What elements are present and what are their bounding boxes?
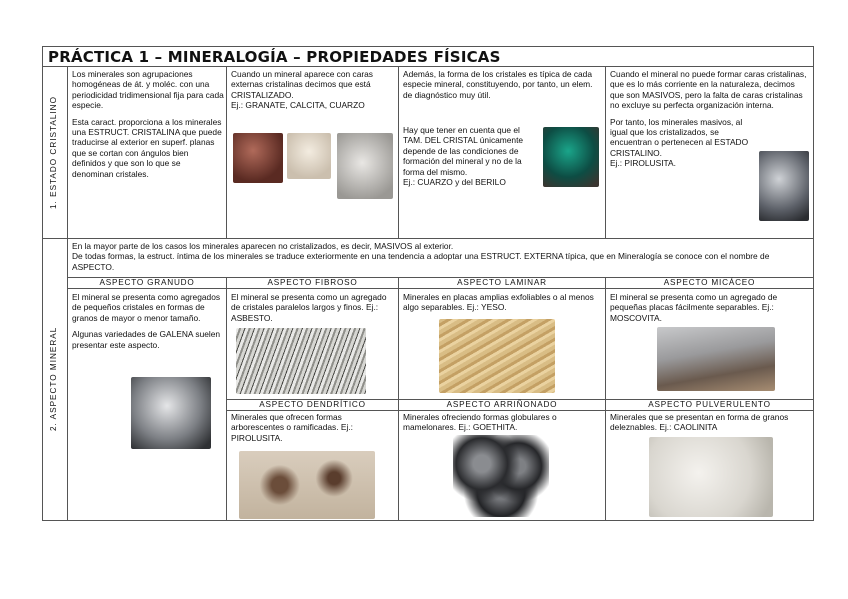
text-block-dendritico: Minerales que ofrecen formas arborescentes o ramificadas. Ej.: PIROLUSITA. [231, 412, 353, 443]
header-laminar: ASPECTO LAMINAR [399, 278, 605, 289]
section-label-aspecto-mineral: 2. ASPECTO MINERAL [49, 326, 58, 431]
section-label-estado-cristalino: 1. ESTADO CRISTALINO [49, 96, 58, 209]
paragraph: Por tanto, los minerales masivos, al igual que los cristalizados, se encuentran o pertenecen al ESTADO CRISTALINO. [610, 116, 749, 158]
text-block-laminar: Minerales en placas amplias exfoliables o al menos algo separables. Ej.: YESO. [403, 292, 594, 313]
header-pulverulento: ASPECTO PULVERULENTO [606, 400, 813, 411]
paragraph: Algunas variedades de GALENA suelen presentar este aspecto. [72, 329, 221, 350]
text-block-tamano [403, 125, 541, 215]
text-block-estructura [72, 69, 224, 237]
paragraph: Los minerales son agrupaciones homogéneas de át. y moléc. con una periodicidad tridimensional fija para cada especie. [72, 69, 224, 111]
header-arrinonado: ASPECTO ARRIÑONADO [399, 400, 605, 411]
paragraph: Ej.: GRANATE, CALCITA, CUARZO [231, 100, 365, 111]
header-micaceo: ASPECTO MICÁCEO [606, 278, 813, 289]
aspecto-intro [72, 241, 810, 277]
goethita-photo [453, 435, 549, 517]
text-block-fibroso: El mineral se presenta como un agregado de cristales paralelos largos y finos. Ej.: ASBESTO. [231, 292, 387, 323]
paragraph: Esta caract. proporciona a los minerales una ESTRUCT. CRISTALINA que puede traducirse al exterior en superf. planas que se cortan con ángulos bien definidos y que son lo que se denominan cristales. [72, 116, 222, 179]
header-fibroso: ASPECTO FIBROSO [227, 278, 398, 289]
berilo-photo [543, 127, 599, 187]
paragraph: En la mayor parte de los casos los minerales aparecen no cristalizados, es decir, MASIVOS al exterior. [72, 241, 454, 251]
divider [605, 67, 606, 238]
paragraph: Además, la forma de los cristales es típica de cada especie mineral, constituyendo, por tanto, un elem. de diagnóstico muy útil. [403, 69, 593, 100]
text-block-micaceo: El mineral se presenta como un agregado de pequeñas placas fácilmente separables. Ej.: MOSCOVITA. [610, 292, 778, 322]
pirolusita-dendrita-photo [239, 451, 375, 519]
divider [43, 238, 813, 239]
yeso-photo [439, 319, 555, 393]
paragraph: Hay que tener en cuenta que el TAM. DEL CRISTAL únicamente depende de las condiciones de formación del mineral y no de la forma del mismo. [403, 125, 524, 177]
header-granudo: ASPECTO GRANUDO [68, 278, 226, 289]
calcita-photo [287, 133, 331, 179]
text-block-arrinonado: Minerales ofreciendo formas globulares o mamelonares. Ej.: GOETHITA. [403, 412, 557, 433]
granate-photo [233, 133, 283, 183]
asbesto-photo [236, 328, 366, 394]
paragraph: De todas formas, la estruct. íntima de los minerales se traduce exteriormente en una tendencia a adoptar una ESTRUCT. EXTERNA típica, que en Mineralogía se conoce con el nombre de ASPECTO. [72, 251, 770, 272]
paragraph: Cuando un mineral aparece con caras externas cristalinas decimos que está CRISTALIZADO. [231, 69, 373, 100]
caolinita-photo [649, 437, 773, 517]
text-block-granudo [72, 292, 224, 382]
moscovita-photo [657, 327, 775, 391]
divider [226, 67, 227, 238]
galena-photo [131, 377, 211, 449]
divider [398, 67, 399, 238]
paragraph: Ej.: PIROLUSITA. [610, 158, 676, 169]
page-title: PRÁCTICA 1 – MINERALOGÍA – PROPIEDADES FÍSICAS [43, 47, 813, 67]
practice-sheet [42, 46, 814, 521]
text-block-forma [403, 69, 603, 113]
cuarzo-photo [337, 133, 393, 199]
pirolusita-photo [759, 151, 809, 221]
text-block-cristalizado [231, 69, 395, 129]
header-dendritico: ASPECTO DENDRÍTICO [227, 400, 398, 411]
paragraph: Cuando el mineral no puede formar caras cristalinas, que es lo más corriente en la naturaleza, decimos que son MASIVOS, pero la falta de caras cristalinas no excluye su perfecta organización interna. [610, 69, 807, 111]
paragraph: El mineral se presenta como agregados de pequeños cristales en formas de granos de mayor o menor tamaño. [72, 292, 221, 323]
paragraph: Ej.: CUARZO y del BERILO [403, 177, 506, 188]
divider [67, 67, 68, 521]
text-block-pulverulento: Minerales que se presentan en forma de granos deleznables. Ej.: CAOLINITA [610, 412, 789, 433]
